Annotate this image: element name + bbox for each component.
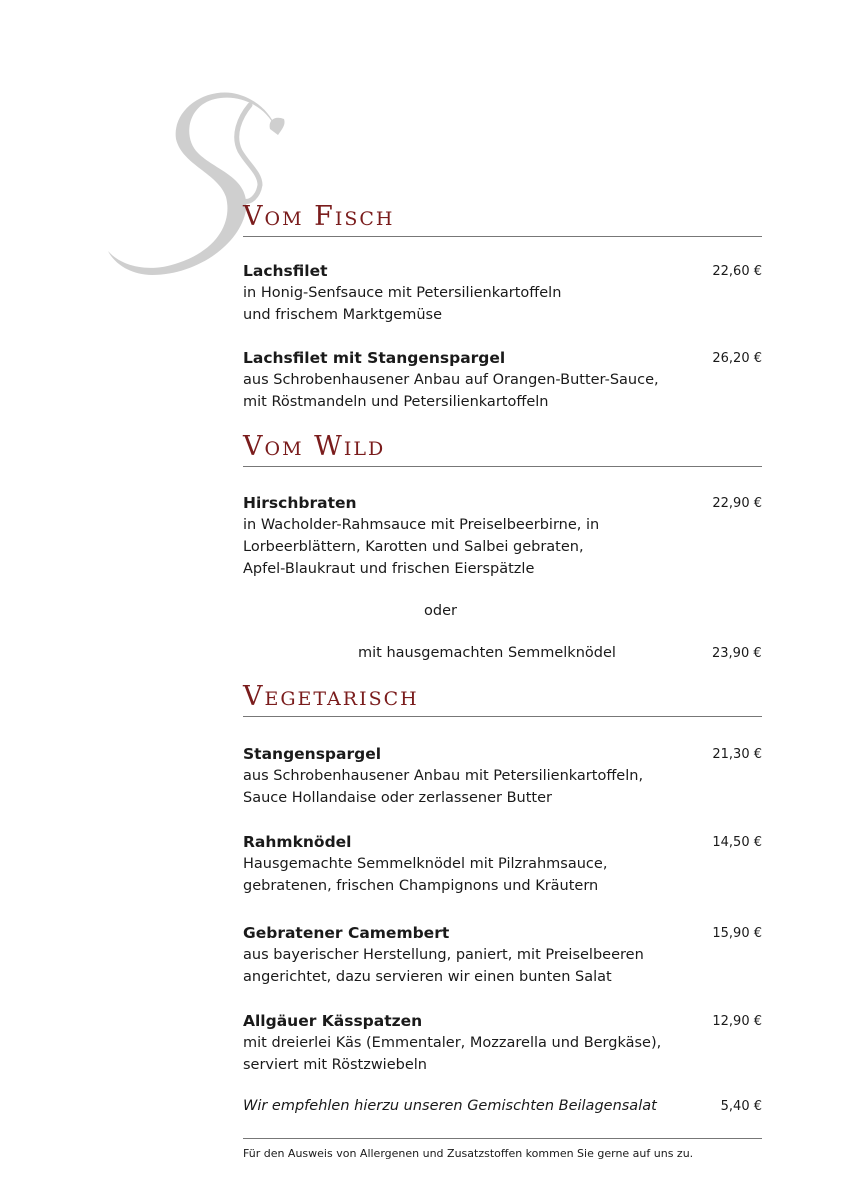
section-title-wild: Vom Wild bbox=[243, 430, 762, 467]
item-desc: Apfel-Blaukraut und frischen Eierspätzle bbox=[243, 561, 535, 577]
item-price: 21,30 € bbox=[712, 747, 762, 762]
item-desc: mit dreierlei Käs (Emmentaler, Mozzarella und Bergkäse), bbox=[243, 1035, 662, 1051]
item-desc: angerichtet, dazu servieren wir einen bunten Salat bbox=[243, 969, 612, 985]
section-title-fisch: Vom Fisch bbox=[243, 200, 762, 237]
item-price: 22,60 € bbox=[712, 264, 762, 279]
menu-item bbox=[243, 743, 762, 809]
item-price: 26,20 € bbox=[712, 351, 762, 366]
section-title-vegetarisch: Vegetarisch bbox=[243, 680, 762, 717]
menu-item bbox=[243, 260, 762, 326]
item-name: Allgäuer Kässpatzen bbox=[243, 1012, 423, 1030]
menu-item bbox=[243, 347, 762, 413]
menu-item bbox=[243, 1010, 762, 1076]
alternative-price: 23,90 € bbox=[712, 646, 762, 661]
item-desc: aus Schrobenhausener Anbau auf Orangen-Butter-Sauce, bbox=[243, 372, 659, 388]
item-price: 14,50 € bbox=[712, 835, 762, 850]
item-name: Lachsfilet mit Stangenspargel bbox=[243, 349, 506, 367]
item-desc: Sauce Hollandaise oder zerlassener Butter bbox=[243, 790, 552, 806]
item-desc: aus bayerischer Herstellung, paniert, mit Preiselbeeren bbox=[243, 947, 644, 963]
allergen-note: Für den Ausweis von Allergenen und Zusatzstoffen kommen Sie gerne auf uns zu. bbox=[243, 1147, 694, 1160]
item-name: Hirschbraten bbox=[243, 494, 357, 512]
item-price: 22,90 € bbox=[712, 496, 762, 511]
item-name: Stangenspargel bbox=[243, 745, 382, 763]
item-desc: gebratenen, frischen Champignons und Kräutern bbox=[243, 878, 599, 894]
recommendation-text: Wir empfehlen hierzu unseren Gemischten Beilagensalat bbox=[243, 1098, 657, 1114]
alternative-text: mit hausgemachten Semmelknödel bbox=[358, 645, 616, 661]
item-desc: in Honig-Senfsauce mit Petersilienkartoffeln bbox=[243, 285, 562, 301]
item-desc: Hausgemachte Semmelknödel mit Pilzrahmsauce, bbox=[243, 856, 608, 872]
item-desc: serviert mit Röstzwiebeln bbox=[243, 1057, 427, 1073]
item-desc: und frischem Marktgemüse bbox=[243, 307, 443, 323]
item-desc: aus Schrobenhausener Anbau mit Petersilienkartoffeln, bbox=[243, 768, 644, 784]
item-name: Gebratener Camembert bbox=[243, 924, 450, 942]
item-name: Lachsfilet bbox=[243, 262, 328, 280]
item-desc: mit Röstmandeln und Petersilienkartoffeln bbox=[243, 394, 549, 410]
or-label: oder bbox=[424, 603, 457, 619]
menu-item bbox=[243, 922, 762, 988]
recommendation-price: 5,40 € bbox=[720, 1099, 762, 1114]
menu-item bbox=[243, 492, 762, 580]
recommendation bbox=[243, 1095, 762, 1117]
item-price: 12,90 € bbox=[712, 1014, 762, 1029]
item-price: 15,90 € bbox=[712, 926, 762, 941]
footer-divider bbox=[243, 1138, 762, 1139]
item-desc: in Wacholder-Rahmsauce mit Preiselbeerbirne, in bbox=[243, 517, 600, 533]
menu-item bbox=[243, 831, 762, 897]
item-desc: Lorbeerblättern, Karotten und Salbei gebraten, bbox=[243, 539, 584, 555]
item-name: Rahmknödel bbox=[243, 833, 352, 851]
